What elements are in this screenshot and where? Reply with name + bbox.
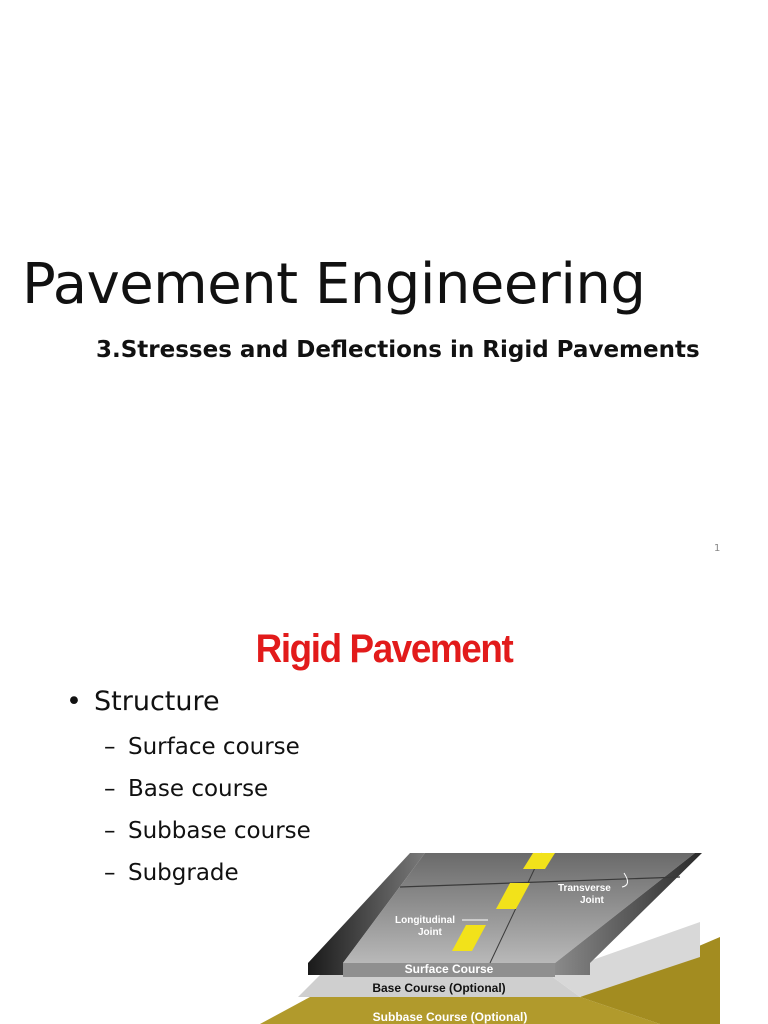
- dash-icon: –: [104, 860, 116, 886]
- transverse-joint-label: Transverse: [558, 883, 611, 894]
- bullet-item: [66, 686, 220, 717]
- sub-item-label: Subgrade: [128, 860, 239, 886]
- sub-item-label: Surface course: [128, 734, 300, 760]
- bullet-label: Structure: [94, 686, 220, 717]
- slide-2: [0, 585, 768, 1024]
- sub-item: [104, 860, 239, 886]
- sub-item: [104, 818, 311, 844]
- transverse-joint-label: Joint: [580, 895, 604, 906]
- longitudinal-joint-label: Longitudinal: [395, 915, 455, 926]
- dash-icon: –: [104, 818, 116, 844]
- subbase-course-label: Subbase Course (Optional): [372, 1010, 528, 1024]
- sub-item-label: Subbase course: [128, 818, 311, 844]
- page-number: 1: [714, 543, 721, 554]
- bullet-icon: •: [66, 686, 82, 717]
- longitudinal-joint-label: Joint: [418, 927, 442, 938]
- presentation-title: Pavement Engineering: [22, 252, 646, 317]
- presentation-subtitle: 3.Stresses and Deflections in Rigid Pavements: [96, 337, 700, 363]
- sub-item-label: Base course: [128, 776, 269, 802]
- rigid-pavement-diagram: [240, 847, 720, 1024]
- sub-item: [104, 734, 300, 760]
- dash-icon: –: [104, 776, 116, 802]
- dash-icon: –: [104, 734, 116, 760]
- surface-course-label: Surface Course: [404, 962, 494, 976]
- slide-title: Rigid Pavement: [255, 627, 513, 671]
- sub-item: [104, 776, 268, 802]
- base-course-label: Base Course (Optional): [372, 981, 506, 995]
